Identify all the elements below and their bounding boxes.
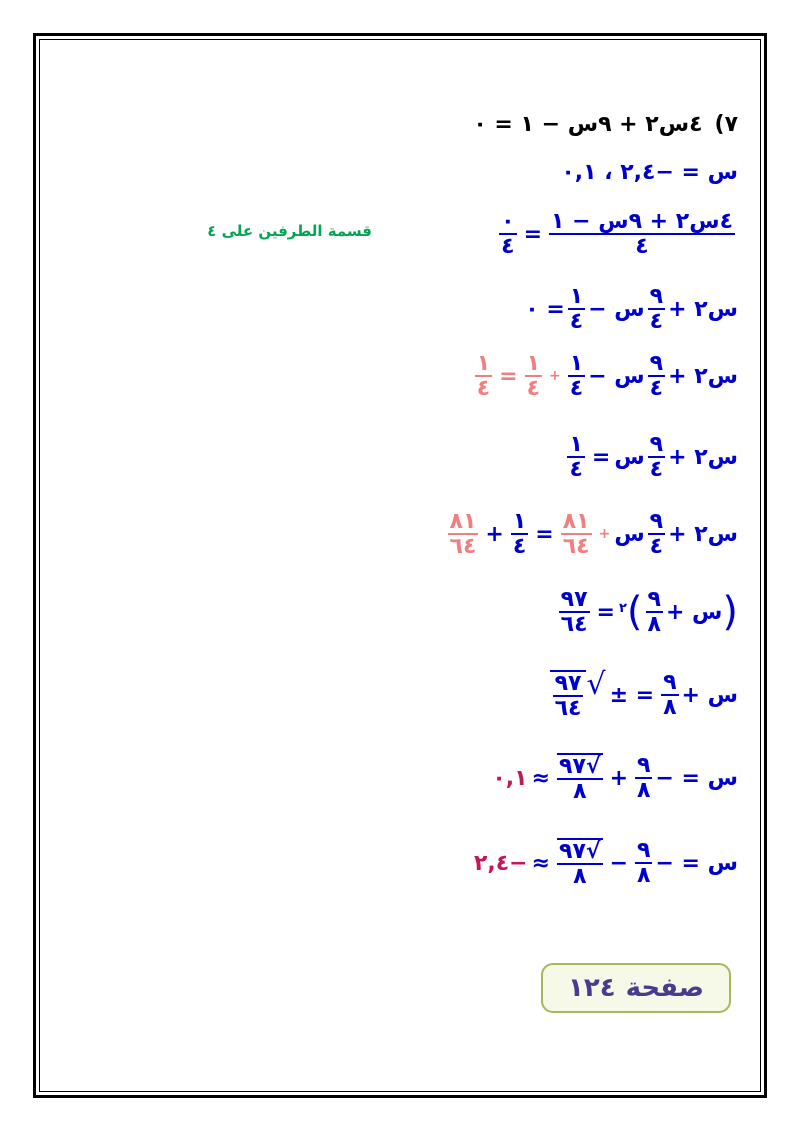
- lhs-fraction: $\frac{\text{٤س٢ + ٩س − ١}}{٤}$: [551, 209, 733, 260]
- step-square-form: ( س + $\frac{٩}{٨}$ ) $^٢$ = $\frac{٩٧}{٦٤}$: [560, 587, 738, 638]
- step-divide: $\frac{\text{٤س٢ + ٩س − ١}}{٤}$ = $\frac{٠}{٤}$: [501, 209, 733, 260]
- rhs-fraction: $\frac{٠}{٤}$: [501, 209, 515, 260]
- problem-number: ٧): [714, 112, 738, 137]
- added-term-rhs: $\frac{١}{٤}$: [476, 351, 491, 402]
- step-complete-square: س٢ + $\frac{٩}{٤}$ س + $\frac{٨١}{٦٤}$ = $\frac{١}{٤}$ + $\frac{٨١}{٦٤}$: [449, 509, 738, 560]
- result-2: −٢,٤: [473, 850, 528, 876]
- step-simplified: س٢ + $\frac{٩}{٤}$ س − $\frac{١}{٤}$ = ٠: [525, 284, 738, 335]
- problem-line: [473, 112, 738, 137]
- sqrt-symbol: √ $\frac{٩٧}{٦٤}$: [550, 670, 606, 720]
- page-word: صفحة: [625, 973, 704, 1003]
- square-term-rhs: $\frac{٨١}{٦٤}$: [449, 509, 477, 560]
- step-add-quarter: س٢ + $\frac{٩}{٤}$ س − $\frac{١}{٤}$ + $\frac{١}{٤}$ = $\frac{١}{٤}$: [476, 351, 738, 402]
- page-number: ١٢٤: [568, 973, 616, 1003]
- square-term: $\frac{٨١}{٦٤}$: [562, 509, 590, 560]
- page-number-badge: [541, 963, 731, 1013]
- step-moved-constant: س٢ + $\frac{٩}{٤}$ س = $\frac{١}{٤}$: [569, 432, 738, 483]
- step-square-root: س + $\frac{٩}{٨}$ = ± √ $\frac{٩٧}{٦٤}$: [550, 670, 738, 720]
- divide-note: قسمة الطرفين على ٤: [207, 222, 372, 240]
- page-border-inner: [39, 39, 761, 1092]
- step-solution-2: س = − $\frac{٩}{٨}$ − $\frac{√٩٧}{٨}$ ≈ −٢,٤: [473, 838, 738, 890]
- step-solution-1: س = − $\frac{٩}{٨}$ + $\frac{√٩٧}{٨}$ ≈ ٠,١: [492, 753, 738, 805]
- result-1: ٠,١: [492, 765, 528, 791]
- added-term: $\frac{١}{٤}$: [526, 351, 541, 402]
- problem-equation: ٤س٢ + ٩س − ١ = ٠: [473, 112, 703, 137]
- solutions-line: س = −٢,٤ ، ٠,١: [561, 160, 738, 185]
